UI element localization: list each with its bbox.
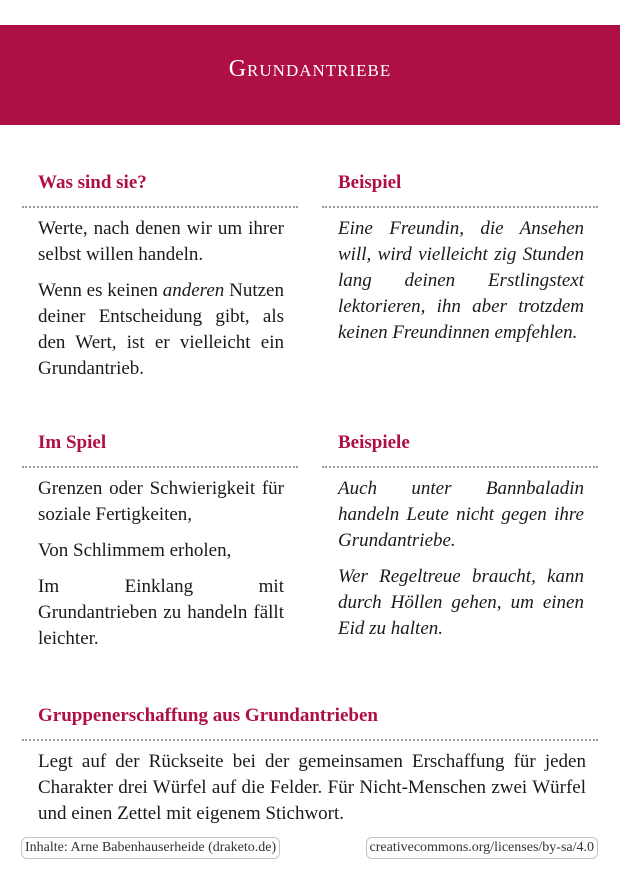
section-heading: Was sind sie? [38, 172, 147, 193]
credits-label: Inhalte: Arne Babenhauserheide (draketo.de) [21, 837, 280, 859]
section-body [38, 749, 586, 827]
emphasis: anderen [162, 280, 225, 301]
paragraph: Im Einklang mit Grundantrieben zu handeln fällt leichter. [38, 576, 284, 649]
dotted-divider [22, 206, 298, 208]
section-heading: Gruppenerschaffung aus Grundantrieben [38, 705, 378, 726]
dotted-divider [322, 206, 598, 208]
license-label: creativecommons.org/licenses/by-sa/4.0 [366, 837, 598, 859]
section-example [322, 172, 598, 356]
paragraph: Wer Regeltreue braucht, kann durch Höllen gehen, um einen Eid zu halten. [338, 566, 584, 639]
paragraph: Auch unter Bannbaladin handeln Leute nicht gegen ihre Grundantriebe. [338, 478, 584, 551]
paragraph: Legt auf der Rückseite bei der gemeinsamen Erschaffung für jeden Charakter drei Würfel auf die Felder. Für Nicht-Menschen zwei Würfel und einen Zettel mit eigenem Stichwort. [38, 751, 586, 824]
section-heading: Beispiel [338, 172, 402, 193]
section-body [338, 476, 584, 642]
dotted-divider [22, 466, 298, 468]
text-run: Wenn es keinen [38, 280, 158, 301]
section-group-creation [22, 705, 598, 837]
text-run: Nutzen deiner Entscheidung gibt, als den Wert, ist er vielleicht ein Grundantrieb. [38, 280, 284, 379]
section-body [338, 216, 584, 346]
paragraph: Grenzen oder Schwierigkeit für soziale Fertigkeiten, [38, 478, 284, 525]
section-body [38, 216, 284, 382]
section-body [38, 476, 284, 652]
paragraph: Eine Freundin, die Ansehen will, wird vielleicht zig Stunden lang deinen Erstlingstext lektorieren, ihn aber trotzdem keinen Freundinnen empfehlen. [338, 218, 584, 343]
section-examples [322, 432, 598, 652]
dotted-divider [322, 466, 598, 468]
section-heading: Beispiele [338, 432, 410, 453]
title-banner [0, 25, 620, 125]
dotted-divider [22, 739, 598, 741]
section-heading: Im Spiel [38, 432, 107, 453]
section-in-game [22, 432, 298, 662]
paragraph: Von Schlimmem erholen, [38, 540, 232, 561]
paragraph: Werte, nach denen wir um ihrer selbst willen handeln. [38, 218, 284, 265]
section-what-are-they [22, 172, 298, 392]
paragraph [38, 278, 284, 382]
card-title: Grundantriebe [228, 55, 392, 82]
